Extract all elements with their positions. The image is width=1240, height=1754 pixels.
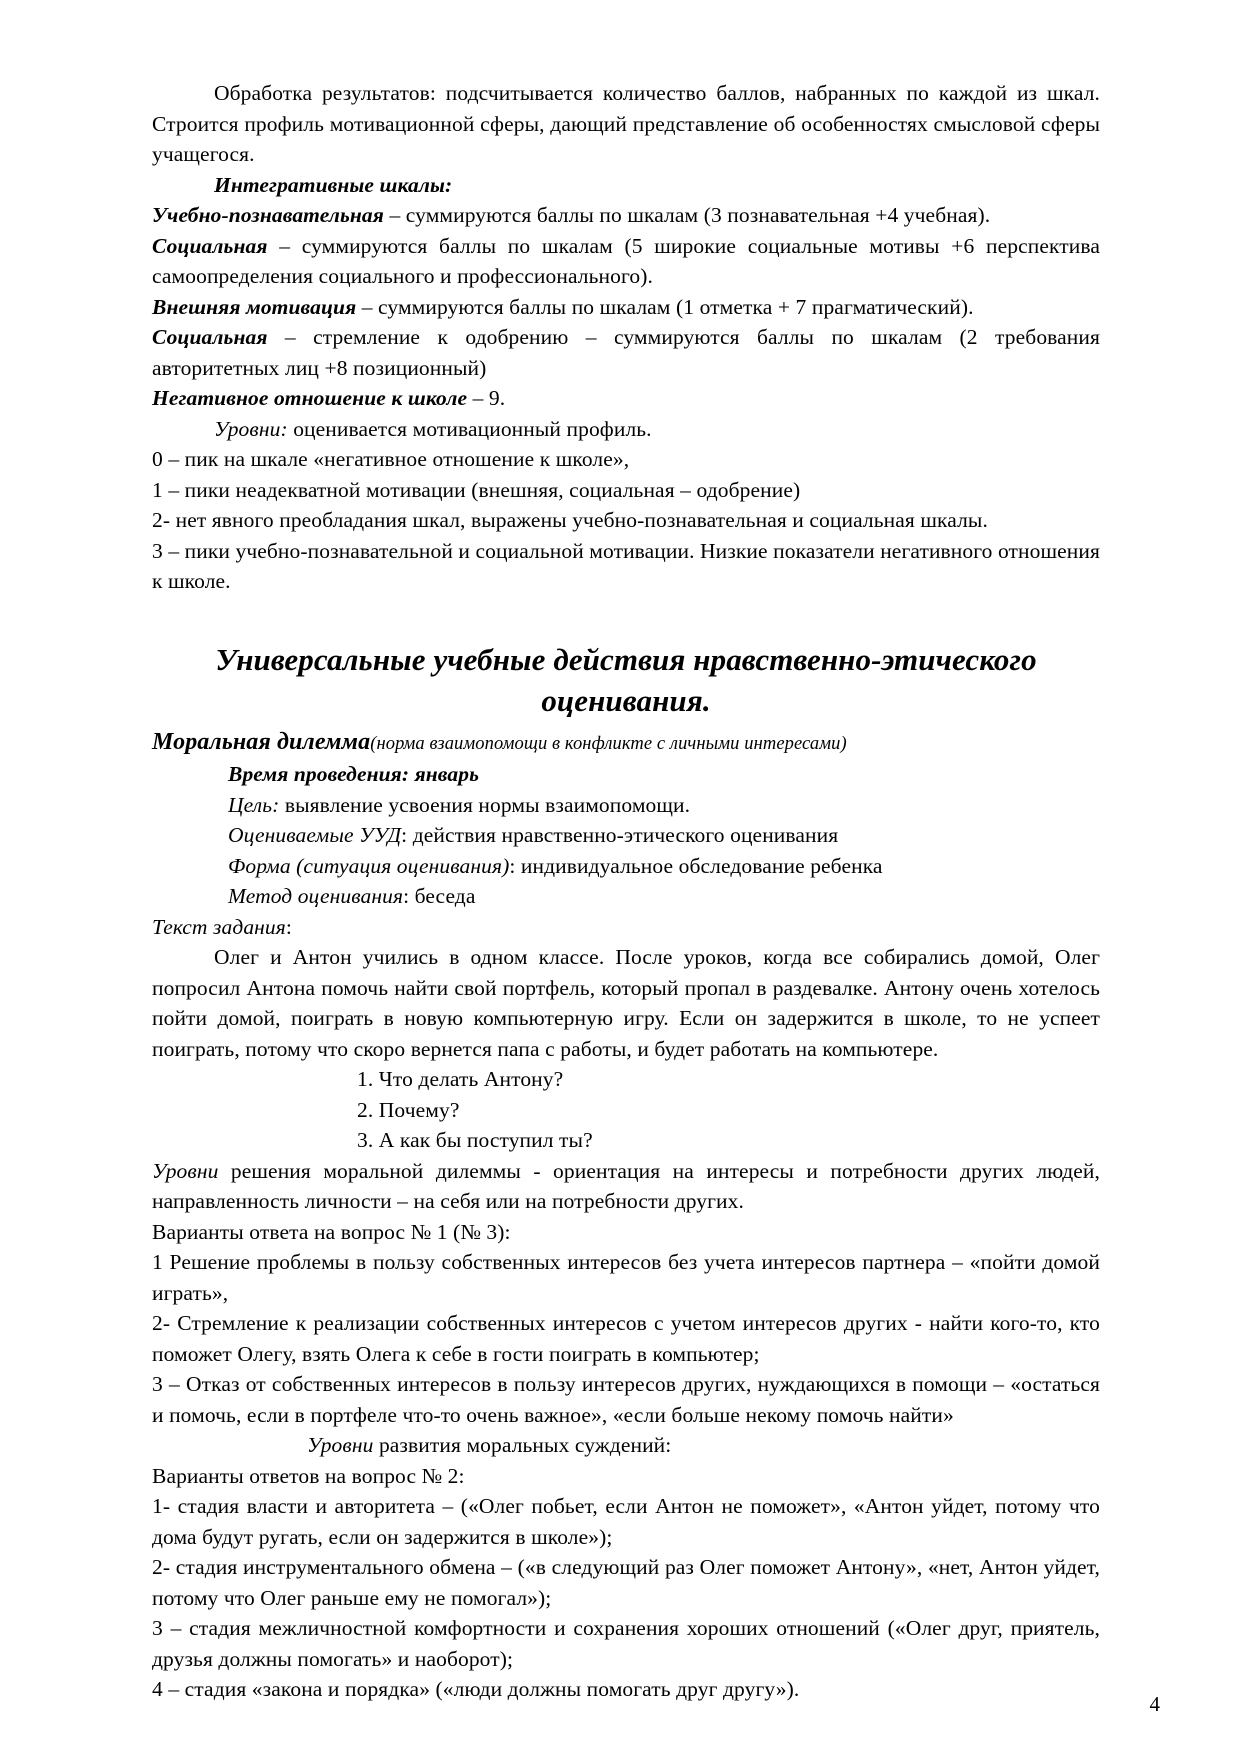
meta-value: выявление усвоения нормы взаимопомощи. <box>279 792 691 817</box>
scale-rest: – суммируются баллы по шкалам (3 познавательная +4 учебная). <box>383 203 991 227</box>
scale-term: Негативное отношение к школе <box>152 386 468 410</box>
meta-row-time <box>228 759 1100 790</box>
levels-moral-rest: развития моральных суждений: <box>373 1433 672 1457</box>
level-item-3: 3 – пики учебно-познавательной и социальной мотивации. Низкие показатели негативного отношения к школе. <box>152 538 1100 593</box>
meta-label: Метод оценивания <box>228 884 404 908</box>
meta-row-form <box>228 851 1100 882</box>
task-text-label: Текст задания <box>152 914 286 939</box>
question-item-3: 3. А как бы поступил ты? <box>357 1128 593 1152</box>
task-text-label-colon: : <box>285 914 292 939</box>
scale-item-5 <box>152 383 1100 414</box>
scale-rest: – суммируются баллы по шкалам (1 отметка + 7 прагматический). <box>356 294 974 319</box>
meta-row-uud <box>228 820 1100 851</box>
level-item-0: 0 – пик на шкале «негативное отношение к школе», <box>152 447 630 471</box>
scale-rest: – 9. <box>467 386 506 410</box>
meta-value: : индивидуальное обследование ребенка <box>509 853 883 878</box>
levels-label-rest: оценивается мотивационный профиль. <box>287 416 652 441</box>
meta-row-goal <box>228 790 1100 821</box>
answers-q2-item-4: 4 – стадия «закона и порядка» («люди должны помогать друг другу»). <box>152 1677 800 1701</box>
intro-paragraph: Обработка результатов: подсчитывается количество баллов, набранных по каждой из шкал. Строится профиль мотивационной сферы, дающий представление об особенностях смысловой сферы учащегося. <box>152 81 1100 166</box>
scale-rest: – суммируются баллы по шкалам (5 широкие социальные мотивы +6 перспектива самоопределения социального и профессионального). <box>152 233 1100 288</box>
page-title: Универсальные учебные действия нравственно-этического оценивания. <box>215 641 1037 718</box>
question-item-2: 2. Почему? <box>357 1097 460 1122</box>
meta-row-method <box>228 881 1100 912</box>
meta-label: Время проведения: <box>228 762 410 786</box>
answers-q1-item-2: 2- Стремление к реализации собственных интересов с учетом интересов других - найти кого-то, кто поможет Олегу, взять Олега к себе в гости поиграть в компьютер; <box>152 1311 1100 1366</box>
question-list <box>152 1064 1100 1156</box>
levels-moral-line <box>152 1430 1100 1461</box>
scale-item-4 <box>152 322 1100 383</box>
meta-value: январь <box>409 762 479 786</box>
levels-moral-label: Уровни <box>307 1433 374 1457</box>
answers-q1-item-3: 3 – Отказ от собственных интересов в пользу интересов других, нуждающихся в помощи – «остаться и помочь, если в портфеле что-то очень важное», «если больше некому помочь найти» <box>152 1372 1100 1427</box>
meta-label: Цель: <box>228 792 280 817</box>
story-paragraph: Олег и Антон учились в одном классе. После уроков, когда все собирались домой, Олег попросил Антона помочь найти свой портфель, который пропал в раздевалке. Антону очень хотелось пойти домой, поиграть в новую компьютерную игру. Если он задержится в школе, то не успеет поиграть, потому что скоро вернется папа с работы, и будет работать на компьютере. <box>152 945 1100 1061</box>
integrative-scales-label: Интегративные шкалы: <box>214 172 453 197</box>
answers-q1-label: Варианты ответа на вопрос № 1 (№ 3): <box>152 1219 511 1244</box>
scale-item-1 <box>152 200 1100 231</box>
question-item-1: 1. Что делать Антону? <box>357 1067 564 1091</box>
dilemma-title: Моральная дилемма <box>152 728 371 755</box>
dilemma-subtitle: (норма взаимопомощи в конфликте с личными интересами) <box>370 733 847 754</box>
meta-label: Оцениваемые УУД <box>228 823 402 847</box>
scale-item-3 <box>152 292 1100 323</box>
dilemma-title-line <box>152 727 1100 760</box>
heading-spacer <box>152 597 1100 639</box>
levels-label: Уровни: <box>214 416 288 441</box>
levels-dilemma-rest: решения моральной дилеммы - ориентация на интересы и потребности других людей, направленность личности – на себя или на потребности других. <box>152 1158 1100 1213</box>
levels-label-line <box>152 414 1100 445</box>
page-number: 4 <box>1149 1692 1160 1716</box>
meta-value: : беседа <box>403 884 476 908</box>
scale-term: Внешняя мотивация <box>152 294 357 319</box>
answers-q2-label: Варианты ответов на вопрос № 2: <box>152 1463 465 1488</box>
level-item-1: 1 – пики неадекватной мотивации (внешняя, социальная – одобрение) <box>152 477 801 502</box>
scale-item-2 <box>152 231 1100 292</box>
answers-q1-item-1: 1 Решение проблемы в пользу собственных интересов без учета интересов партнера – «пойти домой играть», <box>152 1250 1100 1305</box>
scale-term: Социальная <box>152 233 268 258</box>
meta-label: Форма (ситуация оценивания) <box>228 853 510 878</box>
scale-term: Учебно-познавательная <box>152 203 384 227</box>
meta-value: : действия нравственно-этического оценивания <box>401 823 839 847</box>
dilemma-meta-block <box>152 759 1100 912</box>
scale-term: Социальная <box>152 325 268 349</box>
answers-q2-item-1: 1- стадия власти и авторитета – («Олег побьет, если Антон не поможет», «Антон уйдет, потому что дома будут ругать, если он задержится в школе»); <box>152 1494 1100 1549</box>
answers-q2-item-3: 3 – стадия межличностной комфортности и сохранения хороших отношений («Олег друг, приятель, друзья должны помогать» и наоборот); <box>152 1616 1100 1671</box>
levels-dilemma-label: Уровни <box>152 1158 219 1183</box>
levels-dilemma-line <box>152 1156 1100 1217</box>
task-text-label-line <box>152 912 1100 943</box>
level-item-2: 2- нет явного преобладания шкал, выражены учебно-познавательная и социальная шкалы. <box>152 508 988 532</box>
answers-q2-item-2: 2- стадия инструментального обмена – («в следующий раз Олег поможет Антону», «нет, Антон уйдет, потому что Олег раньше ему не помогал»); <box>152 1555 1100 1610</box>
scale-rest: – стремление к одобрению – суммируются баллы по шкалам (2 требования авторитетных лиц +8 позиционный) <box>152 325 1100 380</box>
